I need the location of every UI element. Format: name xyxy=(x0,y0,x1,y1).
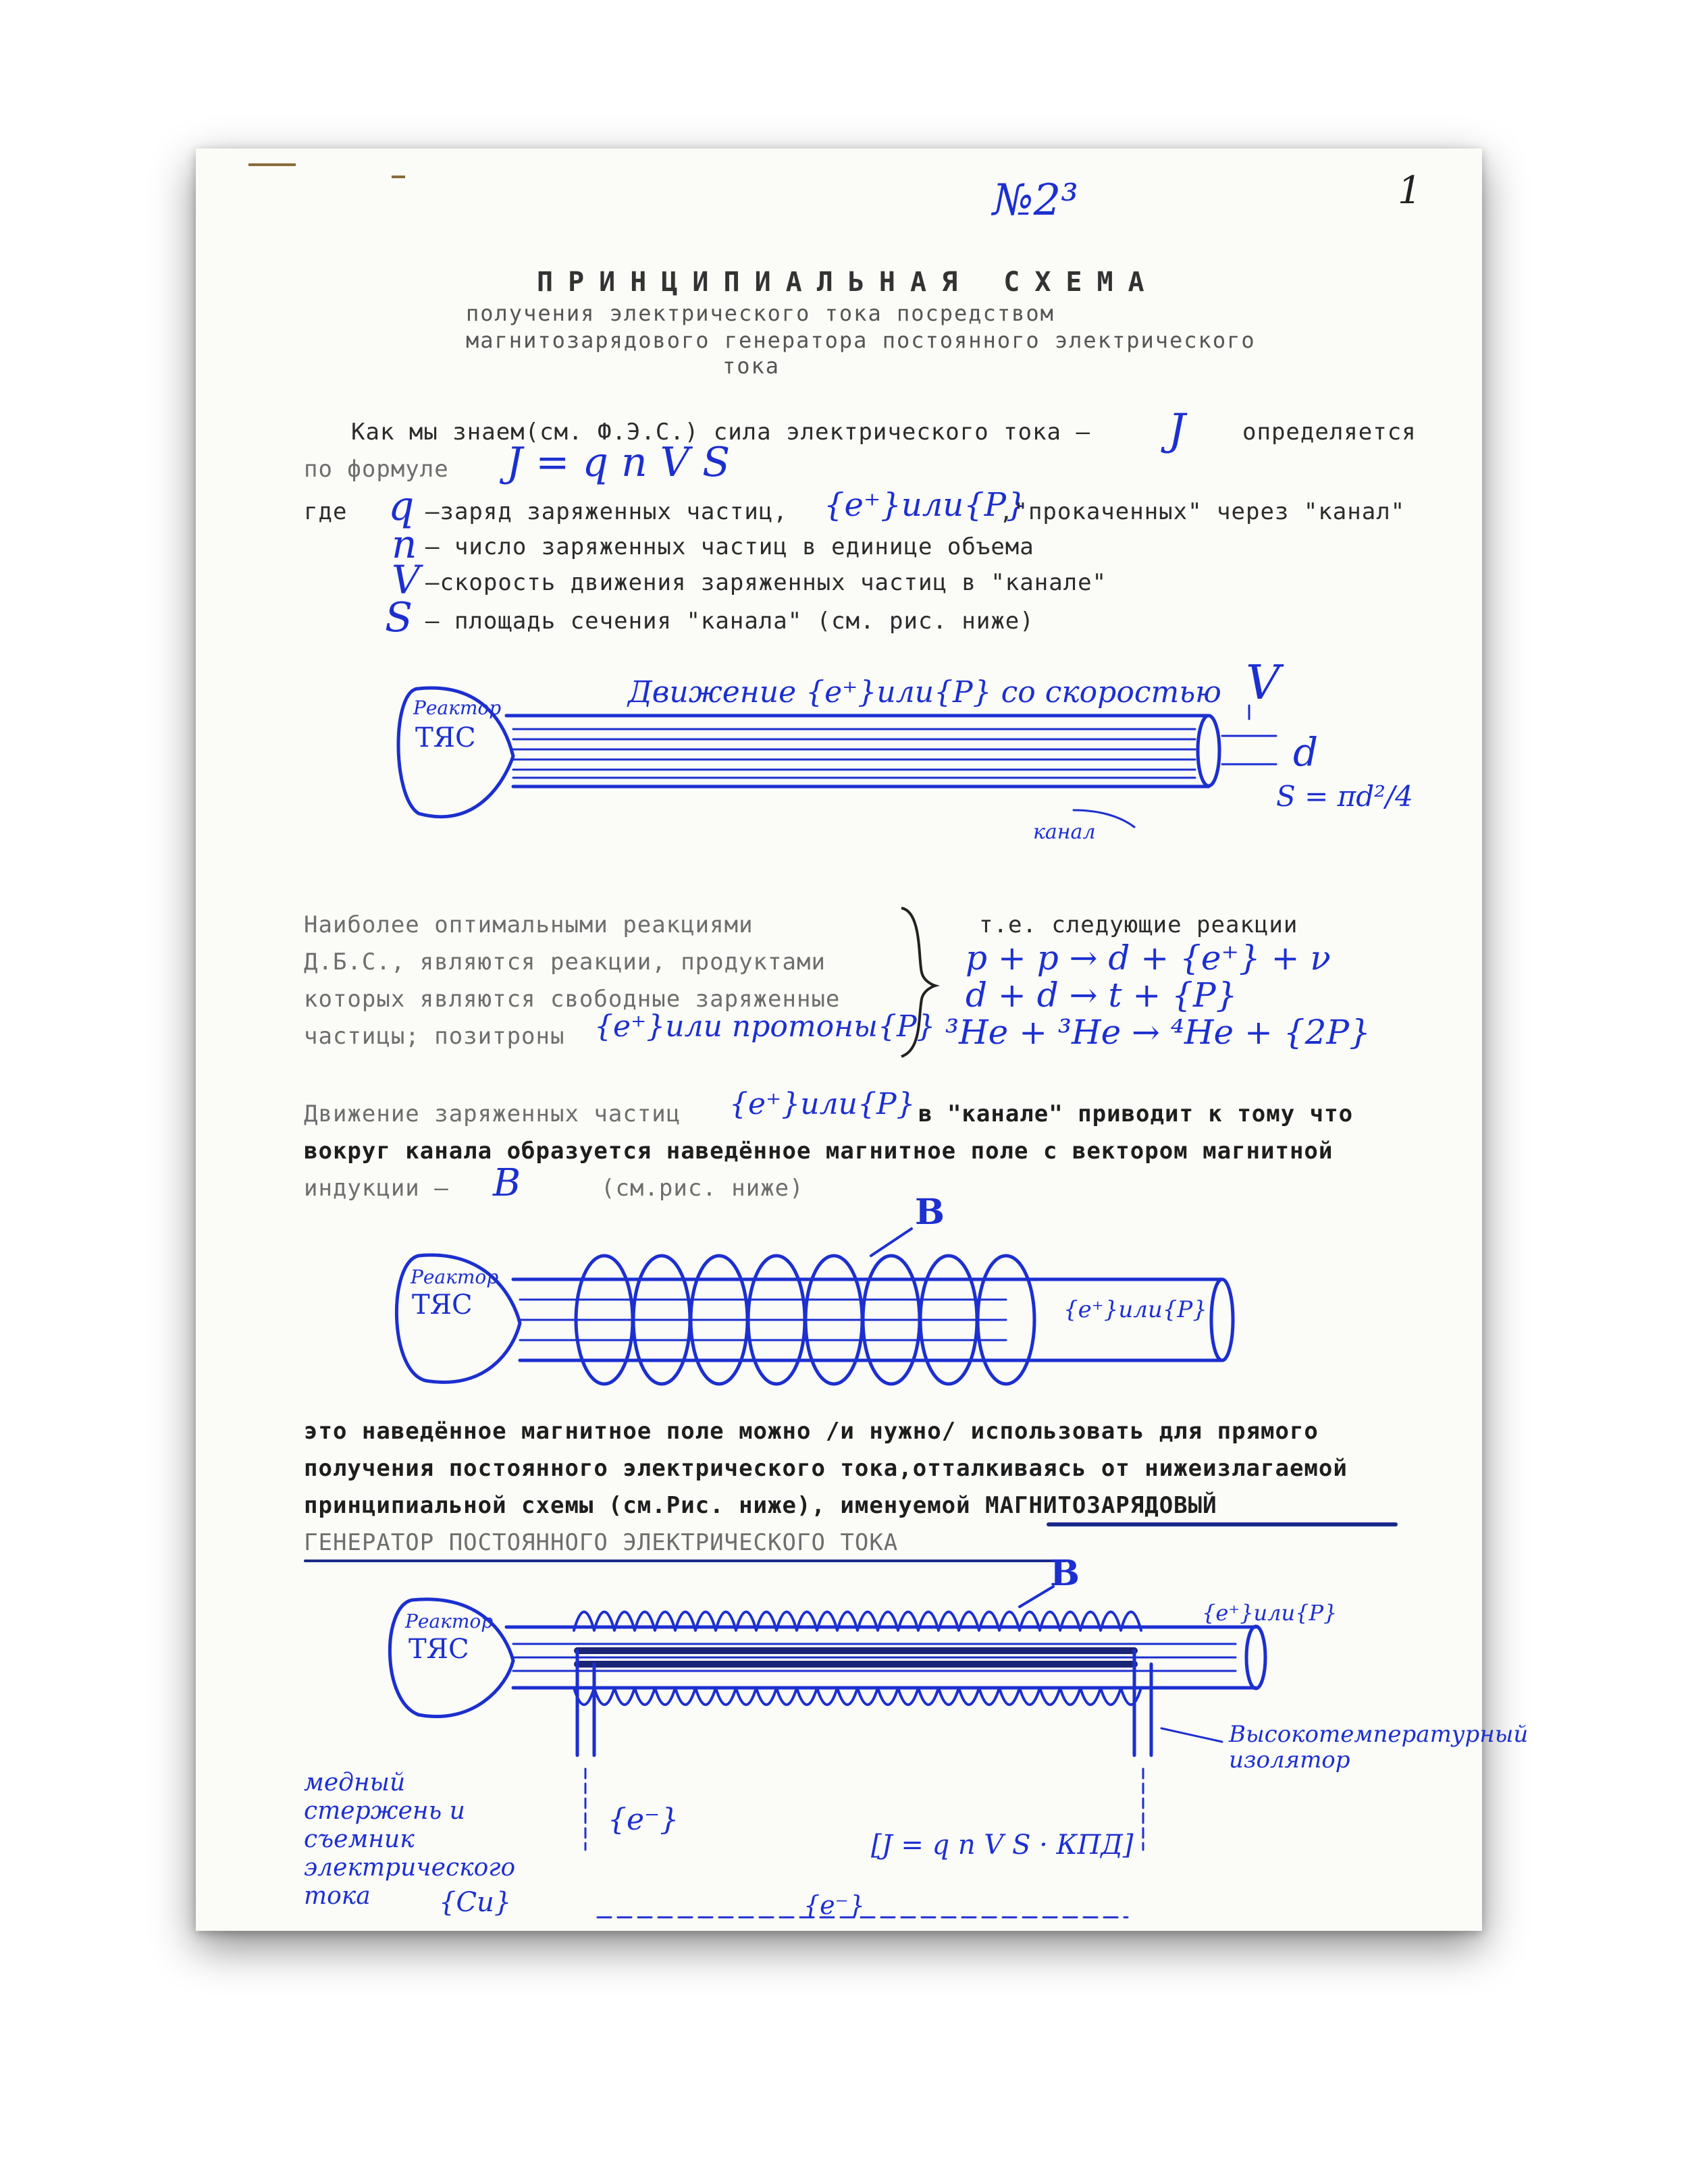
reaction-eq-2: d + d → t + {P} xyxy=(966,976,1238,1015)
reactions-left-3: которых являются свободные заряженные xyxy=(304,986,841,1013)
motion-line-2: вокруг канала образуется наведённое магнитное поле с вектором магнитной xyxy=(304,1138,1334,1165)
motion-line-1b: в "канале" приводит к тому что xyxy=(918,1100,1354,1127)
fig1-reactor-label: Реактор xyxy=(413,697,502,719)
def-symbol-v: V xyxy=(392,557,420,603)
reaction-eq-3: ³He + ³He → ⁴He + {2P} xyxy=(945,1013,1371,1052)
reaction-eq-1: p + p → d + {e⁺} + ν xyxy=(966,938,1331,978)
doc-subtitle-2: магнитозарядового генератора постоянного электрического xyxy=(466,327,1256,353)
defs-where: где xyxy=(304,498,348,525)
fig3-flow-label: {e⁺}или{P} xyxy=(1202,1600,1338,1626)
current-symbol: J xyxy=(1168,405,1186,455)
use-line-3: принципиальной схемы (см.Рис. ниже), именуемой МАГНИТОЗАРЯДОВЫЙ xyxy=(304,1492,1217,1519)
fig2-tyas-label: ТЯС xyxy=(412,1289,473,1321)
use-line-4: ГЕНЕРАТОР ПОСТОЯННОГО ЭЛЕКТРИЧЕСКОГО ТОКА xyxy=(304,1529,899,1556)
generator-diagram xyxy=(196,149,1529,1931)
motion-b-symbol: B xyxy=(493,1161,521,1205)
doc-subtitle-1: получения электрического тока посредством xyxy=(466,300,1055,326)
fig2-reactor-label: Реактор xyxy=(411,1266,499,1288)
fig3-rods-label: медный стержень и съемник электрического тока xyxy=(304,1769,516,1910)
def-text-v: –скорость движения заряженных частиц в "канале" xyxy=(425,569,1107,596)
fig3-b-label: B xyxy=(1050,1553,1080,1594)
fig3-tyas-label: ТЯС xyxy=(408,1634,469,1665)
reactions-left-hw: {e⁺}или протоны{P} xyxy=(594,1009,936,1044)
def-symbol-n: n xyxy=(392,521,417,567)
def-symbol-q: q xyxy=(388,483,415,530)
document-page xyxy=(196,149,1529,1931)
intro-line-2: по формуле xyxy=(304,456,449,483)
fig2-flow-label: {e⁺}или{P} xyxy=(1063,1296,1207,1323)
reactions-right-intro: т.е. следующие реакции xyxy=(979,911,1298,938)
intro-line-1-tail: определяется xyxy=(1242,419,1417,446)
def-symbol-s: S xyxy=(385,594,413,641)
use-line-2: получения постоянного электрического тока,отталкиваясь от нижеизлагаемой xyxy=(304,1455,1348,1482)
fig1-tyas-label: ТЯС xyxy=(415,722,476,753)
fig3-electron-label: {e⁻} xyxy=(608,1803,679,1837)
fig1-channel-label: канал xyxy=(1033,820,1096,844)
motion-line-3-tail: (см.рис. ниже) xyxy=(601,1175,804,1202)
def-tail-q: ,"прокаченных" через "канал" xyxy=(999,498,1406,525)
document-number: №2³ xyxy=(993,176,1078,225)
def-text-n: – число заряженных частиц в единице объема xyxy=(425,533,1034,560)
motion-line-3: индукции – xyxy=(304,1175,449,1202)
def-hw-particles: {e⁺}или{P} xyxy=(824,486,1027,524)
fig3-cu-label: {Cu} xyxy=(439,1887,512,1918)
reactions-left-4: частицы; позитроны xyxy=(304,1023,565,1050)
reactions-left-1: Наиболее оптимальными реакциями xyxy=(304,911,754,938)
fig1-motion-label: Движение {e⁺}или{P} со скоростью xyxy=(628,675,1221,710)
fig3-insulator-label: Высокотемпературный изолятор xyxy=(1229,1721,1529,1774)
doc-title: ПРИНЦИПИАЛЬНАЯ СХЕМА xyxy=(537,267,1159,298)
motion-line-1a: Движение заряженных частиц xyxy=(304,1100,681,1127)
fig1-diameter-label: d xyxy=(1293,729,1319,775)
page-number: 1 xyxy=(1398,169,1422,213)
fig1-area-formula: S = πd²/4 xyxy=(1276,780,1413,813)
reactions-left-2: Д.Б.С., являются реакции, продуктами xyxy=(304,949,826,976)
use-line-1: это наведённое магнитное поле можно /и нужно/ использовать для прямого xyxy=(304,1418,1319,1445)
def-text-s: – площадь сечения "канала" (см. рис. ниже) xyxy=(425,608,1034,635)
fig2-b-label: B xyxy=(915,1192,945,1233)
main-formula: J = q n V S xyxy=(506,439,731,486)
motion-line-1-hw: {e⁺}или{P} xyxy=(729,1087,916,1121)
fig3-bottom-electron-label: {e⁻} xyxy=(803,1890,865,1920)
fig1-velocity-symbol: V xyxy=(1246,655,1280,710)
intro-line-1: Как мы знаем(см. Ф.Э.С.) сила электрического тока – xyxy=(351,419,1090,446)
doc-subtitle-3: тока xyxy=(722,353,781,379)
fig3-current-formula: [J = q n V S · КПД] xyxy=(871,1830,1134,1861)
fig3-reactor-label: Реактор xyxy=(405,1610,494,1632)
def-text-q: –заряд заряженных частиц, xyxy=(425,498,788,525)
